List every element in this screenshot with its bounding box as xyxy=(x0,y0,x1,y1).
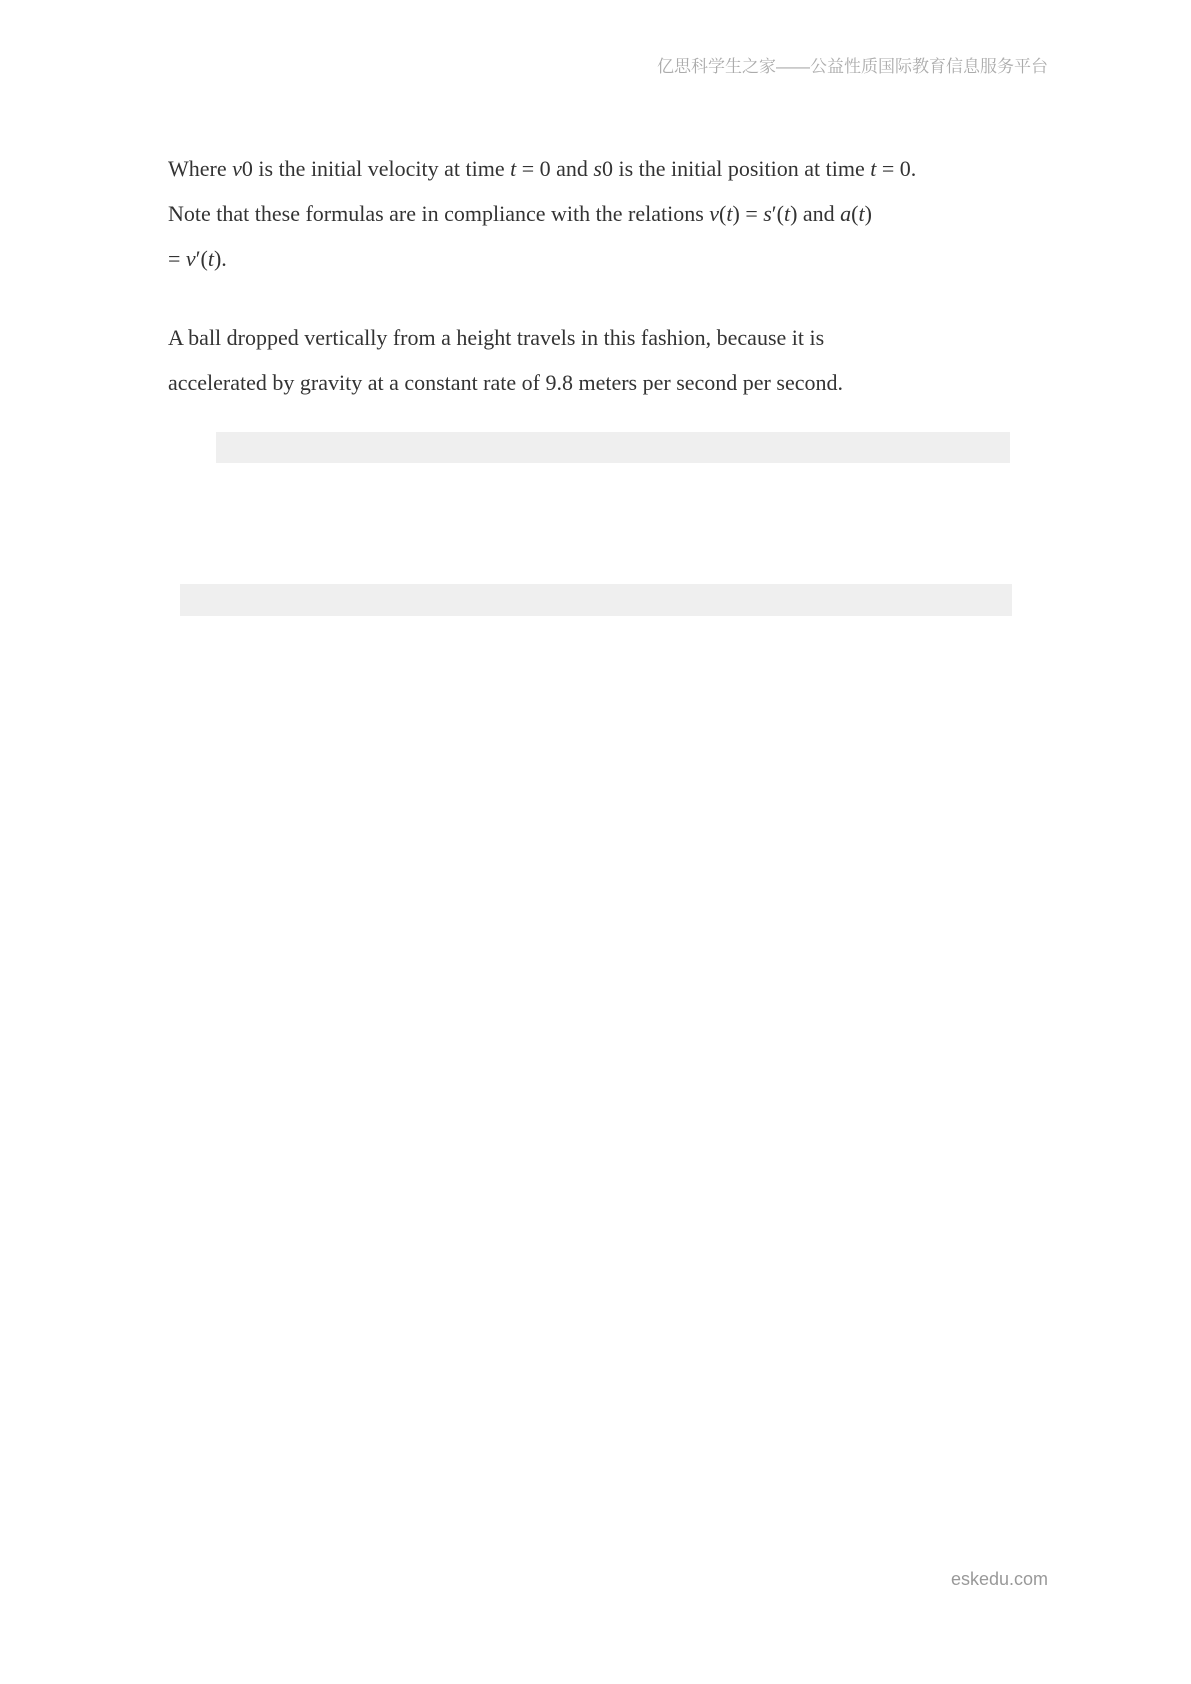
text-segment: = xyxy=(168,246,186,271)
text-segment: v xyxy=(232,156,242,181)
page-footer xyxy=(951,1569,1048,1590)
text-segment: = 0 and xyxy=(516,156,594,181)
text-segment: s xyxy=(763,201,772,226)
text-segment: accelerated by gravity at a constant rate of 9.8 meters per second per second. xyxy=(168,370,843,395)
text-segment: t xyxy=(783,201,791,226)
text-segment: v xyxy=(185,246,196,271)
text-segment: ′( xyxy=(771,201,784,226)
text-segment: A ball dropped vertically from a height travels in this fashion, because it is xyxy=(168,325,825,350)
text-segment: v xyxy=(709,201,720,226)
text-segment: t xyxy=(870,156,877,181)
text-segment: t xyxy=(726,201,733,226)
text-segment: ) xyxy=(864,201,872,226)
text-segment: 0 is the initial velocity at time xyxy=(241,156,511,181)
text-segment: t xyxy=(207,246,214,271)
text-segment: ( xyxy=(851,201,859,226)
text-segment: s xyxy=(593,156,602,181)
text-segment: t xyxy=(510,156,517,181)
text-segment: a xyxy=(840,201,852,226)
document-body xyxy=(168,146,968,405)
text-line xyxy=(168,146,968,191)
text-segment: ) and xyxy=(790,201,841,226)
text-line xyxy=(168,236,968,281)
text-segment: Note that these formulas are in compliance with the relations xyxy=(168,201,710,226)
text-segment: 0 is the initial position at time xyxy=(601,156,871,181)
content-placeholder-bar-2 xyxy=(180,584,1012,616)
text-segment: ) = xyxy=(732,201,764,226)
text-segment: = 0. xyxy=(876,156,917,181)
header-platform-text: 亿思科学生之家——公益性质国际教育信息服务平台 xyxy=(657,57,1048,76)
paragraph-ball-gravity xyxy=(168,315,968,405)
text-segment: t xyxy=(858,201,865,226)
text-line xyxy=(168,315,968,360)
text-line xyxy=(168,191,968,236)
page-header xyxy=(657,52,1048,77)
content-placeholder-bar-1 xyxy=(216,432,1010,463)
text-segment: ′( xyxy=(195,246,208,271)
footer-site-text: eskedu.com xyxy=(950,1569,1048,1589)
text-segment: Where xyxy=(168,156,233,181)
text-segment: ). xyxy=(213,246,227,271)
text-line xyxy=(168,360,968,405)
text-segment: ( xyxy=(719,201,727,226)
paragraph-initial-conditions xyxy=(168,146,968,281)
